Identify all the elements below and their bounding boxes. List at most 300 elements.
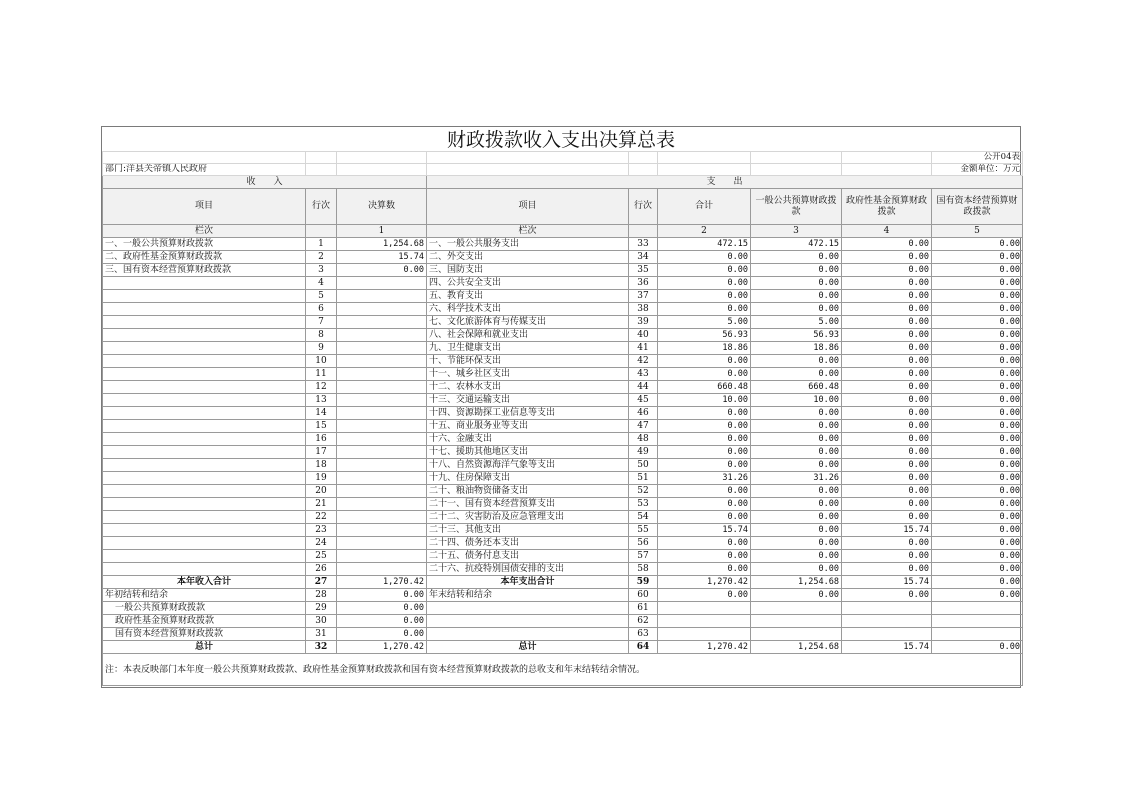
expense-fund: 0.00 (842, 342, 932, 355)
expense-item: 十、节能环保支出 (427, 355, 629, 368)
expense-fund: 0.00 (842, 329, 932, 342)
expense-fund (842, 628, 932, 641)
expense-row-no: 52 (629, 485, 658, 498)
expense-row-no: 34 (629, 251, 658, 264)
expense-total: 472.15 (658, 238, 751, 251)
income-item (103, 355, 306, 368)
income-amount (337, 342, 427, 355)
expense-fund: 0.00 (842, 420, 932, 433)
expense-item: 本年支出合计 (427, 576, 629, 589)
expense-item: 二十四、债务还本支出 (427, 537, 629, 550)
income-amount (337, 537, 427, 550)
expense-state: 0.00 (932, 550, 1023, 563)
table-row (103, 407, 1023, 420)
form-code: 公开04表 (932, 152, 1023, 164)
expense-fund: 0.00 (842, 277, 932, 290)
income-amount: 1,254.68 (337, 238, 427, 251)
expense-state: 0.00 (932, 342, 1023, 355)
expense-fund: 0.00 (842, 550, 932, 563)
expense-row-no: 41 (629, 342, 658, 355)
expense-item: 二十三、其他支出 (427, 524, 629, 537)
expense-item: 十三、交通运输支出 (427, 394, 629, 407)
footnote: 注：本表反映部门本年度一般公共预算财政拨款、政府性基金预算财政拨款和国有资本经营预算财政拨款的总收支和年末结转结余情况。 (103, 654, 1023, 686)
column-header-row (103, 189, 1023, 225)
expense-row-no: 60 (629, 589, 658, 602)
income-row-no: 7 (306, 316, 337, 329)
income-amount (337, 459, 427, 472)
income-amount (337, 550, 427, 563)
col-income-amount: 决算数 (337, 189, 427, 225)
expense-general: 31.26 (751, 472, 842, 485)
expense-total: 0.00 (658, 303, 751, 316)
income-amount (337, 472, 427, 485)
section-header-row (103, 176, 1023, 189)
expense-state: 0.00 (932, 576, 1023, 589)
expense-item: 九、卫生健康支出 (427, 342, 629, 355)
expense-item: 十七、援助其他地区支出 (427, 446, 629, 459)
income-row-no: 21 (306, 498, 337, 511)
income-amount: 0.00 (337, 589, 427, 602)
expense-row-no: 61 (629, 602, 658, 615)
income-amount (337, 290, 427, 303)
income-item (103, 368, 306, 381)
expense-general: 1,254.68 (751, 576, 842, 589)
income-item: 一般公共预算财政拨款 (103, 602, 306, 615)
expense-state: 0.00 (932, 368, 1023, 381)
expense-item: 七、文化旅游体育与传媒支出 (427, 316, 629, 329)
expense-row-no: 48 (629, 433, 658, 446)
expense-general: 0.00 (751, 355, 842, 368)
income-item (103, 550, 306, 563)
table-row (103, 368, 1023, 381)
expense-fund: 0.00 (842, 563, 932, 576)
expense-fund: 0.00 (842, 407, 932, 420)
expense-total: 18.86 (658, 342, 751, 355)
income-row-no: 13 (306, 394, 337, 407)
income-row-no: 19 (306, 472, 337, 485)
expense-state: 0.00 (932, 316, 1023, 329)
income-item: 一、一般公共预算财政拨款 (103, 238, 306, 251)
expense-state: 0.00 (932, 290, 1023, 303)
income-item: 国有资本经营预算财政拨款 (103, 628, 306, 641)
expense-item: 六、科学技术支出 (427, 303, 629, 316)
lanci-left: 栏次 (103, 225, 306, 238)
expense-state: 0.00 (932, 394, 1023, 407)
expense-state: 0.00 (932, 277, 1023, 290)
expense-item: 二十、粮油物资储备支出 (427, 485, 629, 498)
expense-state: 0.00 (932, 407, 1023, 420)
page-title: 财政拨款收入支出决算总表 (446, 129, 675, 151)
expense-item: 二十一、国有资本经营预算支出 (427, 498, 629, 511)
expense-header: 支 出 (427, 176, 1023, 189)
expense-total: 0.00 (658, 355, 751, 368)
income-amount (337, 329, 427, 342)
expense-item: 十九、住房保障支出 (427, 472, 629, 485)
expense-state: 0.00 (932, 264, 1023, 277)
expense-general: 0.00 (751, 563, 842, 576)
expense-fund: 0.00 (842, 290, 932, 303)
income-row-no: 15 (306, 420, 337, 433)
expense-fund: 0.00 (842, 394, 932, 407)
table-row (103, 485, 1023, 498)
expense-general: 0.00 (751, 589, 842, 602)
expense-general: 1,254.68 (751, 641, 842, 654)
income-amount (337, 446, 427, 459)
expense-item: 二十五、债务付息支出 (427, 550, 629, 563)
expense-general: 0.00 (751, 446, 842, 459)
table-row (103, 537, 1023, 550)
expense-general: 0.00 (751, 264, 842, 277)
income-amount (337, 407, 427, 420)
income-row-no: 30 (306, 615, 337, 628)
expense-fund: 0.00 (842, 589, 932, 602)
col-expense-item: 项目 (427, 189, 629, 225)
income-amount (337, 316, 427, 329)
expense-general: 0.00 (751, 290, 842, 303)
income-item (103, 342, 306, 355)
income-amount (337, 394, 427, 407)
income-item (103, 420, 306, 433)
income-row-no: 31 (306, 628, 337, 641)
income-row-no: 18 (306, 459, 337, 472)
expense-row-no: 40 (629, 329, 658, 342)
table-row (103, 329, 1023, 342)
expense-item: 十八、自然资源海洋气象等支出 (427, 459, 629, 472)
col-expense-state: 国有资本经营预算财政拨款 (932, 189, 1023, 225)
income-item: 本年收入合计 (103, 576, 306, 589)
income-item (103, 563, 306, 576)
expense-state: 0.00 (932, 303, 1023, 316)
expense-general (751, 628, 842, 641)
income-row-no: 11 (306, 368, 337, 381)
income-amount: 0.00 (337, 628, 427, 641)
income-item: 年初结转和结余 (103, 589, 306, 602)
income-row-no: 25 (306, 550, 337, 563)
expense-total: 0.00 (658, 420, 751, 433)
income-amount: 0.00 (337, 615, 427, 628)
income-row-no: 24 (306, 537, 337, 550)
expense-state: 0.00 (932, 485, 1023, 498)
expense-general (751, 602, 842, 615)
expense-row-no: 38 (629, 303, 658, 316)
expense-fund (842, 602, 932, 615)
expense-general: 10.00 (751, 394, 842, 407)
expense-general: 0.00 (751, 524, 842, 537)
table-row (103, 472, 1023, 485)
table-row (103, 446, 1023, 459)
income-item (103, 446, 306, 459)
income-item: 二、政府性基金预算财政拨款 (103, 251, 306, 264)
expense-state: 0.00 (932, 238, 1023, 251)
expense-total: 0.00 (658, 264, 751, 277)
table-row (103, 420, 1023, 433)
table-row (103, 394, 1023, 407)
table-row (103, 277, 1023, 290)
expense-row-no: 53 (629, 498, 658, 511)
expense-total: 0.00 (658, 550, 751, 563)
expense-general: 0.00 (751, 459, 842, 472)
income-row-no: 16 (306, 433, 337, 446)
expense-row-no: 50 (629, 459, 658, 472)
report-sheet (101, 126, 1021, 688)
income-item (103, 394, 306, 407)
expense-state: 0.00 (932, 420, 1023, 433)
expense-general: 0.00 (751, 277, 842, 290)
expense-general: 0.00 (751, 433, 842, 446)
expense-fund: 15.74 (842, 524, 932, 537)
expense-fund: 15.74 (842, 641, 932, 654)
expense-general: 0.00 (751, 485, 842, 498)
table-row (103, 433, 1023, 446)
table-row (103, 264, 1023, 277)
income-header: 收 入 (103, 176, 427, 189)
expense-total: 56.93 (658, 329, 751, 342)
expense-fund (842, 615, 932, 628)
expense-total: 0.00 (658, 511, 751, 524)
expense-general: 5.00 (751, 316, 842, 329)
income-row-no: 8 (306, 329, 337, 342)
expense-item: 五、教育支出 (427, 290, 629, 303)
table-row (103, 641, 1023, 654)
income-row-no: 28 (306, 589, 337, 602)
expense-general: 0.00 (751, 251, 842, 264)
expense-total: 0.00 (658, 563, 751, 576)
expense-state: 0.00 (932, 459, 1023, 472)
table-row (103, 342, 1023, 355)
col-expense-total: 合计 (658, 189, 751, 225)
expense-item: 二、外交支出 (427, 251, 629, 264)
income-item (103, 524, 306, 537)
expense-row-no: 49 (629, 446, 658, 459)
expense-fund: 0.00 (842, 316, 932, 329)
expense-general: 56.93 (751, 329, 842, 342)
income-amount (337, 485, 427, 498)
income-amount (337, 563, 427, 576)
expense-general (751, 615, 842, 628)
expense-item: 十二、农林水支出 (427, 381, 629, 394)
col-income-row-no: 行次 (306, 189, 337, 225)
income-row-no: 32 (306, 641, 337, 654)
expense-total (658, 628, 751, 641)
expense-state: 0.00 (932, 381, 1023, 394)
expense-total: 0.00 (658, 433, 751, 446)
income-row-no: 2 (306, 251, 337, 264)
expense-item (427, 615, 629, 628)
table-row (103, 576, 1023, 589)
expense-total: 0.00 (658, 459, 751, 472)
footnote-row (103, 654, 1023, 686)
expense-row-no: 46 (629, 407, 658, 420)
income-row-no: 27 (306, 576, 337, 589)
expense-fund: 0.00 (842, 433, 932, 446)
expense-state: 0.00 (932, 511, 1023, 524)
table-row (103, 589, 1023, 602)
income-amount (337, 277, 427, 290)
unit-label: 金额单位：万元 (932, 164, 1023, 176)
income-row-no: 10 (306, 355, 337, 368)
income-row-no: 17 (306, 446, 337, 459)
expense-item: 三、国防支出 (427, 264, 629, 277)
income-row-no: 26 (306, 563, 337, 576)
table-row (103, 563, 1023, 576)
expense-row-no: 54 (629, 511, 658, 524)
expense-item: 年末结转和结余 (427, 589, 629, 602)
table-row (103, 355, 1023, 368)
expense-total: 0.00 (658, 498, 751, 511)
table-row (103, 498, 1023, 511)
income-item (103, 459, 306, 472)
expense-row-no: 64 (629, 641, 658, 654)
expense-fund: 0.00 (842, 355, 932, 368)
expense-item: 八、社会保障和就业支出 (427, 329, 629, 342)
expense-item: 十四、资源勘探工业信息等支出 (427, 407, 629, 420)
expense-item: 二十二、灾害防治及应急管理支出 (427, 511, 629, 524)
expense-general: 472.15 (751, 238, 842, 251)
expense-general: 0.00 (751, 550, 842, 563)
income-amount (337, 420, 427, 433)
expense-item: 十一、城乡社区支出 (427, 368, 629, 381)
income-amount: 15.74 (337, 251, 427, 264)
income-item (103, 511, 306, 524)
expense-total: 0.00 (658, 446, 751, 459)
table-row (103, 290, 1023, 303)
department-row (103, 164, 1023, 176)
income-row-no: 5 (306, 290, 337, 303)
income-row-no: 20 (306, 485, 337, 498)
table-row (103, 524, 1023, 537)
expense-total: 10.00 (658, 394, 751, 407)
table-row (103, 602, 1023, 615)
income-amount: 0.00 (337, 264, 427, 277)
expense-row-no: 58 (629, 563, 658, 576)
expense-total: 0.00 (658, 537, 751, 550)
table-row (103, 238, 1023, 251)
expense-total: 0.00 (658, 277, 751, 290)
expense-state (932, 615, 1023, 628)
department-label: 部门:洋县关帝镇人民政府 (103, 164, 306, 176)
income-item (103, 381, 306, 394)
expense-general: 0.00 (751, 537, 842, 550)
income-item (103, 472, 306, 485)
expense-row-no: 55 (629, 524, 658, 537)
expense-row-no: 35 (629, 264, 658, 277)
income-item (103, 316, 306, 329)
expense-general: 0.00 (751, 368, 842, 381)
income-row-no: 6 (306, 303, 337, 316)
expense-state: 0.00 (932, 524, 1023, 537)
income-item (103, 290, 306, 303)
expense-item: 二十六、抗疫特别国债安排的支出 (427, 563, 629, 576)
income-item (103, 433, 306, 446)
expense-state: 0.00 (932, 498, 1023, 511)
expense-fund: 0.00 (842, 472, 932, 485)
expense-total: 31.26 (658, 472, 751, 485)
expense-total: 0.00 (658, 368, 751, 381)
expense-state: 0.00 (932, 329, 1023, 342)
expense-state: 0.00 (932, 563, 1023, 576)
expense-fund: 0.00 (842, 537, 932, 550)
expense-fund: 0.00 (842, 446, 932, 459)
table-row (103, 459, 1023, 472)
lanci-col-5: 5 (932, 225, 1023, 238)
income-row-no: 12 (306, 381, 337, 394)
expense-fund: 0.00 (842, 498, 932, 511)
expense-total: 0.00 (658, 407, 751, 420)
income-amount (337, 524, 427, 537)
income-amount: 1,270.42 (337, 641, 427, 654)
expense-item: 十五、商业服务业等支出 (427, 420, 629, 433)
income-item (103, 537, 306, 550)
expense-row-no: 57 (629, 550, 658, 563)
expense-state: 0.00 (932, 355, 1023, 368)
expense-row-no: 45 (629, 394, 658, 407)
table-row (103, 628, 1023, 641)
income-item (103, 329, 306, 342)
expense-item (427, 602, 629, 615)
table-row (103, 550, 1023, 563)
lanci-col-3: 3 (751, 225, 842, 238)
income-row-no: 9 (306, 342, 337, 355)
expense-fund: 15.74 (842, 576, 932, 589)
income-amount (337, 368, 427, 381)
expense-fund: 0.00 (842, 511, 932, 524)
expense-item: 十六、金融支出 (427, 433, 629, 446)
lanci-col-2: 2 (658, 225, 751, 238)
expense-general: 0.00 (751, 407, 842, 420)
expense-state: 0.00 (932, 446, 1023, 459)
expense-general: 0.00 (751, 498, 842, 511)
table-row (103, 381, 1023, 394)
expense-general: 660.48 (751, 381, 842, 394)
expense-general: 0.00 (751, 511, 842, 524)
expense-total: 0.00 (658, 251, 751, 264)
expense-row-no: 33 (629, 238, 658, 251)
table-row (103, 615, 1023, 628)
income-row-no: 1 (306, 238, 337, 251)
income-item (103, 303, 306, 316)
income-row-no: 23 (306, 524, 337, 537)
expense-item: 总计 (427, 641, 629, 654)
expense-row-no: 43 (629, 368, 658, 381)
income-amount: 0.00 (337, 602, 427, 615)
income-row-no: 4 (306, 277, 337, 290)
expense-row-no: 36 (629, 277, 658, 290)
lanci-col-4: 4 (842, 225, 932, 238)
expense-item: 一、一般公共服务支出 (427, 238, 629, 251)
lanci-right: 栏次 (427, 225, 629, 238)
expense-general: 18.86 (751, 342, 842, 355)
lanci-col-1: 1 (337, 225, 427, 238)
col-expense-row-no: 行次 (629, 189, 658, 225)
table-row (103, 316, 1023, 329)
table-row (103, 251, 1023, 264)
income-row-no: 14 (306, 407, 337, 420)
budget-table (102, 151, 1023, 686)
expense-row-no: 56 (629, 537, 658, 550)
expense-total: 0.00 (658, 589, 751, 602)
expense-total: 5.00 (658, 316, 751, 329)
expense-fund: 0.00 (842, 264, 932, 277)
expense-state: 0.00 (932, 589, 1023, 602)
expense-state: 0.00 (932, 472, 1023, 485)
income-amount (337, 303, 427, 316)
income-item (103, 277, 306, 290)
income-item: 政府性基金预算财政拨款 (103, 615, 306, 628)
expense-row-no: 59 (629, 576, 658, 589)
expense-general: 0.00 (751, 303, 842, 316)
expense-state (932, 628, 1023, 641)
income-amount (337, 511, 427, 524)
